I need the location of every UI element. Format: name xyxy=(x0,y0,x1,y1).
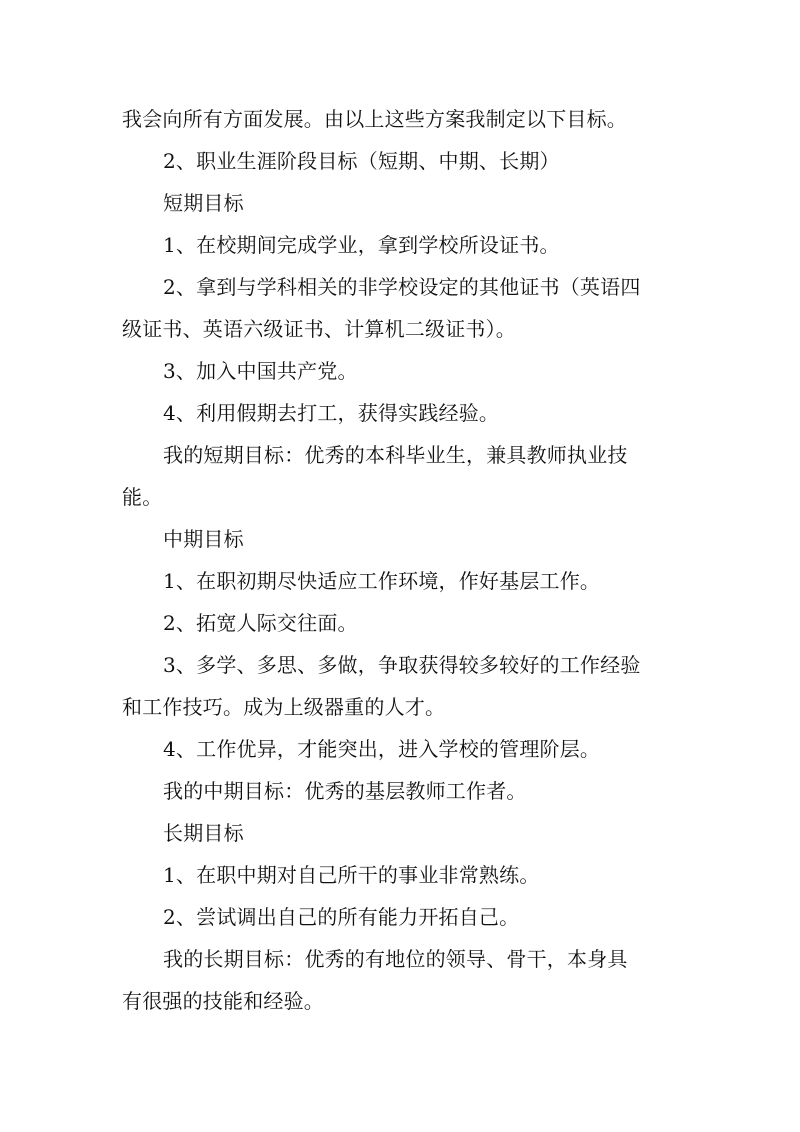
list-item: 4、工作优异，才能突出，进入学校的管理阶层。 xyxy=(163,737,601,761)
summary-line: 我的长期目标：优秀的有地位的领导、骨干，本身具 xyxy=(163,947,628,971)
list-item: 1、在校期间完成学业，拿到学校所设证书。 xyxy=(163,233,560,257)
subheading-long-term: 长期目标 xyxy=(163,821,244,845)
list-item: 2、尝试调出自己的所有能力开拓自己。 xyxy=(163,905,520,929)
list-item: 2、拓宽人际交往面。 xyxy=(163,611,358,635)
summary-line-continuation: 能。 xyxy=(122,485,163,509)
list-item: 2、拿到与学科相关的非学校设定的其他证书（英语四 xyxy=(163,275,641,299)
document-body xyxy=(122,98,682,1022)
list-item-continuation: 级证书、英语六级证书、计算机二级证书）。 xyxy=(122,317,516,341)
list-item-continuation: 和工作技巧。成为上级器重的人才。 xyxy=(122,695,446,719)
section-heading-career-stages: 2、职业生涯阶段目标（短期、中期、长期） xyxy=(163,149,560,173)
subheading-short-term: 短期目标 xyxy=(163,191,244,215)
paragraph-line: 我会向所有方面发展。由以上这些方案我制定以下目标。 xyxy=(122,107,627,131)
summary-line: 我的短期目标：优秀的本科毕业生，兼具教师执业技 xyxy=(163,443,628,467)
summary-line: 我的中期目标：优秀的基层教师工作者。 xyxy=(163,779,527,803)
list-item: 3、多学、多思、多做，争取获得较多较好的工作经验 xyxy=(163,653,641,677)
list-item: 4、利用假期去打工，获得实践经验。 xyxy=(163,401,500,425)
subheading-mid-term: 中期目标 xyxy=(163,527,244,551)
summary-line-continuation: 有很强的技能和经验。 xyxy=(122,989,324,1013)
list-item: 1、在职中期对自己所干的事业非常熟练。 xyxy=(163,863,540,887)
list-item: 1、在职初期尽快适应工作环境，作好基层工作。 xyxy=(163,569,601,593)
list-item: 3、加入中国共产党。 xyxy=(163,359,358,383)
